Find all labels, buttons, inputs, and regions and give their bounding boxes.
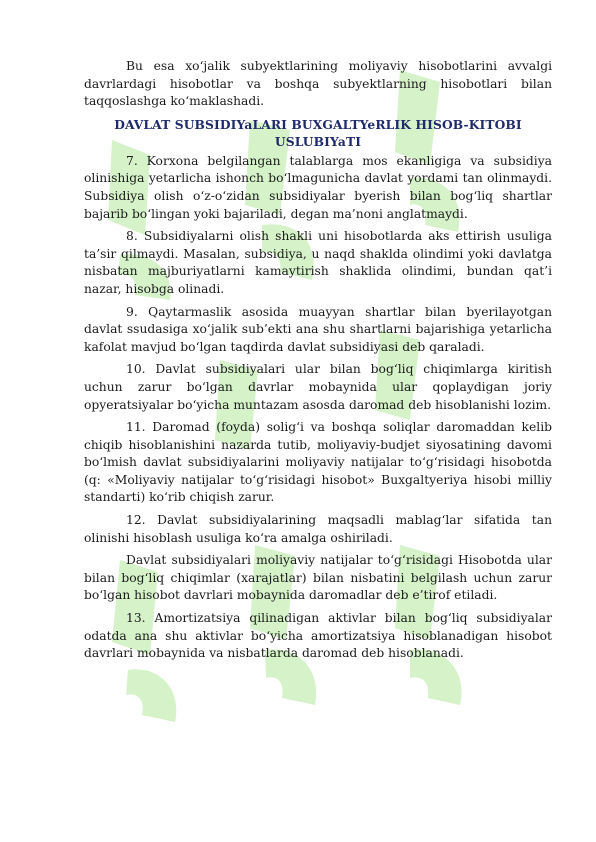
document-page [84,58,552,668]
paragraph-9: 9. Qaytarmaslik asosida muayyan shartlar bilan byerilayotgan davlat ssudasiga xo‘jalik sub’ekti ana shu shartlarni bajarishiga yetarlicha kafolat mavjud bo‘lgan taqdirda davlat subsidiyasi deb qaraladi. [84,304,552,354]
watermark-stroke [126,669,176,722]
paragraph-10: 10. Davlat subsidiyalari ular bilan bog‘liq chiqimlarga kiritish uchun zarur bo‘lgan davrlar mobaynida ular qoplaydigan joriy opyeratsiyalar bo‘yicha muntazam asosda daromad deb hisoblanishi lozim. [84,362,552,412]
paragraph-8: 8. Subsidiyalarni olish shakli uni hisobotlarda aks ettirish usuliga ta’sir qilmaydi. Masalan, subsidiya, u naqd shaklda olindimi yoki davlatga nisbatan majburiyatlarni kamaytirish shaklida olindimi, bundan qat’i nazar, hisobga olinadi. [84,229,552,296]
paragraph-13: 13. Amortizatsiya qilinadigan aktivlar bilan bog‘liq subsidiyalar odatda ana shu aktivlar bo‘yicha amortizatsiya hisoblanadigan hisobot davrlari mobaynida va nisbatlarda daromad deb hisoblanadi. [84,611,552,661]
section-heading: DAVLAT SUBSIDIYaLARI BUXGALTYeRLIK HISOB-KITOBI USLUBIYaTI [114,116,522,149]
intro-paragraph: Bu esa xo‘jalik subyektlarining moliyaviy hisobotlarini avvalgi davrlardagi hisobotlar va boshqa subyektlarning hisobotlari bilan taqqoslashga ko‘maklashadi. [84,59,552,109]
paragraph-12-continued: Davlat subsidiyalari moliyaviy natijalar to‘g‘risidagi Hisobotda ular bilan bog‘liq chiqimlar (xarajatlar) bilan nisbatini belgilash uchun zarur bo‘lgan hisobot davrlari mobaynida daromadlar deb e’tirof etiladi. [84,553,552,603]
paragraph-11: 11. Daromad (foyda) solig‘i va boshqa soliqlar daromaddan kelib chiqib hisoblanishini nazarda tutib, moliyaviy-budjet siyosatining davomi bo‘lmish davlat subsidiyalarini moliyaviy natijalar to‘g‘risidagi hisobotda (q: «Moliyaviy natijalar to‘g‘risidagi hisobot» Buxgaltyeriya hisobi milliy standarti) ko‘rib chiqish zarur. [84,420,552,505]
paragraph-7: 7. Korxona belgilangan talablarga mos ekanligiga va subsidiya olinishiga yetarlicha ishonch bo‘lmagunicha davlat yordami tan olinmaydi. Subsidiya olish o‘z-o‘zidan subsidiyalar byerish bilan bog‘liq shartlar bajarib bo‘lingan yoki bajariladi, degan ma’noni anglatmaydi. [84,153,552,221]
paragraph-12: 12. Davlat subsidiyalarining maqsadli mablag‘lar sifatida tan olinishi hisoblash usuliga ko‘ra amalga oshiriladi. [84,513,552,545]
